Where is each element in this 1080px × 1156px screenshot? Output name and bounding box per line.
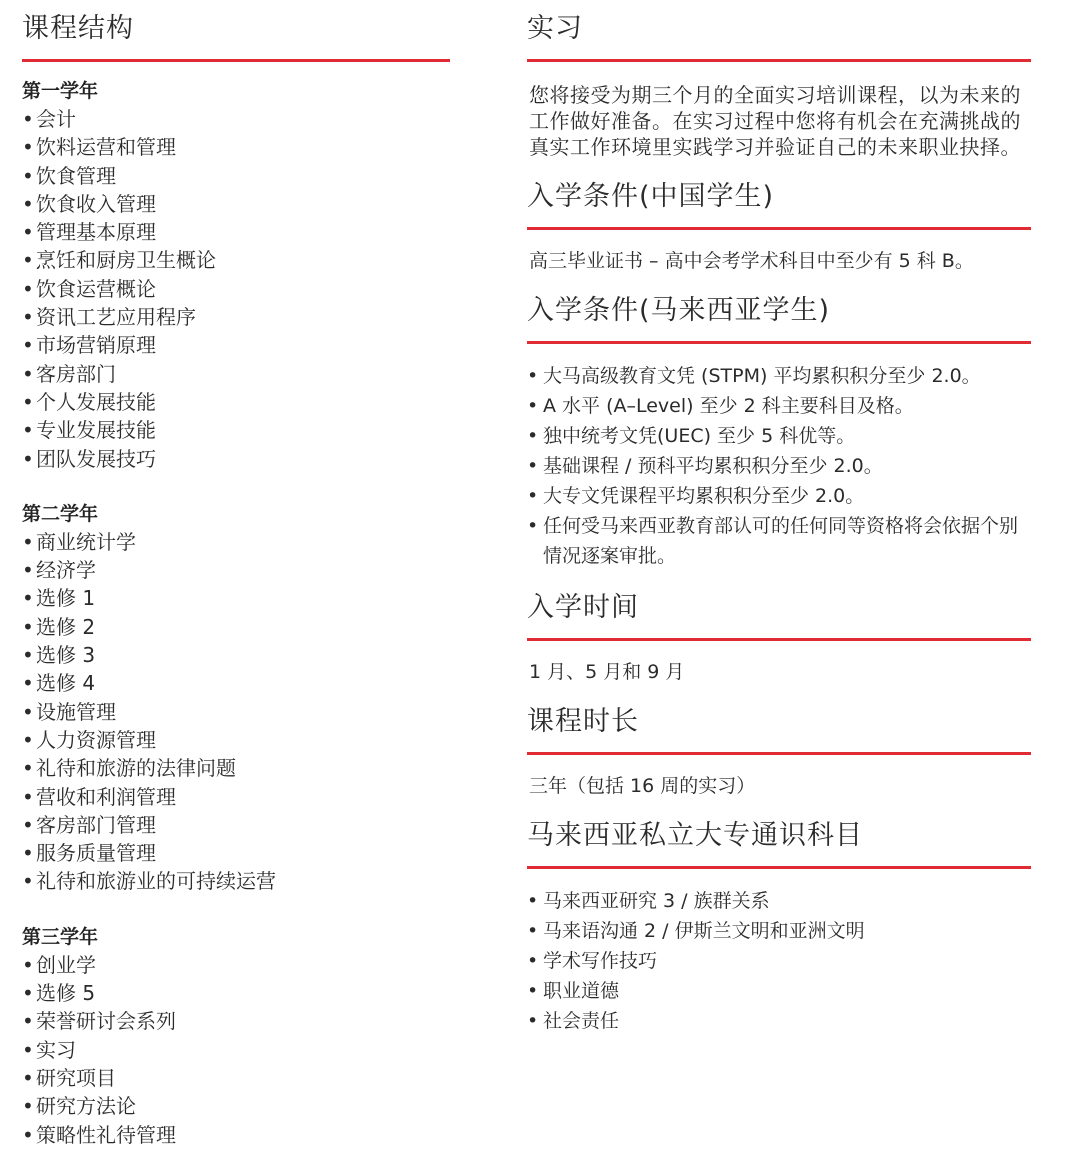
course-item: • 饮料运营和管理 [22,133,452,161]
course-item: • 经济学 [22,556,452,584]
intake-section [527,571,1033,685]
section-divider [527,341,1031,344]
course-item: • 专业发展技能 [22,416,452,444]
course-item: • 市场营销原理 [22,331,452,359]
list-item: • 社会责任 [527,1006,1033,1036]
mpu-section [527,799,1033,1036]
intake-text: 1 月、5 月和 9 月 [529,661,685,683]
list-item: • 任何受马来西亚教育部认可的任何同等资格将会依据个别情况逐案审批。 [527,511,1033,571]
duration-text: 三年（包括 16 周的实习） [529,775,756,797]
course-item: • 饮食管理 [22,162,452,190]
duration-title: 课程时长 [527,706,639,737]
course-structure-title: 课程结构 [22,13,134,44]
year-title: 第一学年 [22,80,99,102]
course-item: • 饮食运营概论 [22,275,452,303]
course-item: • 客房部门 [22,360,452,388]
course-item: • 人力资源管理 [22,726,452,754]
course-item: • 研究项目 [22,1064,452,1092]
course-item: • 饮食收入管理 [22,190,452,218]
course-item: • 实习 [22,1036,452,1064]
entry-china-text: 高三毕业证书 – 高中会考学术科目中至少有 5 科 B。 [529,250,974,272]
course-item: • 商业统计学 [22,528,452,556]
course-item: • 设施管理 [22,698,452,726]
mpu-title: 马来西亚私立大专通识科目 [527,820,863,851]
section-divider [527,866,1031,869]
entry-china-title: 入学条件(中国学生) [527,181,775,212]
course-item: • 选修 5 [22,979,452,1007]
list-item: • 马来语沟通 2 / 伊斯兰文明和亚洲文明 [527,916,1033,946]
year-block [22,500,452,896]
section-divider [527,227,1031,230]
course-item: • 团队发展技巧 [22,445,452,473]
section-divider [527,638,1031,641]
internship-text: 您将接受为期三个月的全面实习培训课程，以为未来的工作做好准备。在实习过程中您将有机会在充满挑战的真实工作环境里实践学习并验证自己的未来职业抉择。 [529,83,1021,159]
course-item: • 烹饪和厨房卫生概论 [22,246,452,274]
entry-china-section [527,160,1033,274]
course-list [22,951,452,1149]
section-divider [527,752,1031,755]
list-item: • 马来西亚研究 3 / 族群关系 [527,886,1033,916]
internship-section [527,0,1033,160]
course-list [22,105,452,473]
course-item: • 创业学 [22,951,452,979]
course-item: • 荣誉研讨会系列 [22,1007,452,1035]
course-item: • 选修 2 [22,613,452,641]
course-item: • 选修 1 [22,584,452,612]
entry-malaysia-list [527,361,1033,571]
section-divider [22,59,450,62]
course-structure-column [22,0,452,1149]
list-item: • 基础课程 / 预科平均累积积分至少 2.0。 [527,451,1033,481]
course-item: • 会计 [22,105,452,133]
entry-malaysia-section [527,274,1033,571]
course-item: • 研究方法论 [22,1092,452,1120]
list-item: • A 水平 (A–Level) 至少 2 科主要科目及格。 [527,391,1033,421]
year-title: 第二学年 [22,502,99,525]
year-title: 第三学年 [22,925,99,948]
course-item: • 礼待和旅游业的可持续运营 [22,867,452,895]
year-block [22,923,452,1149]
course-item: • 服务质量管理 [22,839,452,867]
course-item: • 选修 4 [22,669,452,697]
course-item: • 营收和利润管理 [22,783,452,811]
years-container [22,77,452,1149]
course-item: • 个人发展技能 [22,388,452,416]
duration-section [527,685,1033,799]
info-column [527,0,1033,1036]
course-item: • 资讯工艺应用程序 [22,303,452,331]
intake-title: 入学时间 [527,592,639,623]
course-item: • 客房部门管理 [22,811,452,839]
mpu-list [527,886,1033,1036]
course-list [22,528,452,896]
course-item: • 策略性礼待管理 [22,1121,452,1149]
list-item: • 学术写作技巧 [527,946,1033,976]
list-item: • 职业道德 [527,976,1033,1006]
course-item: • 选修 3 [22,641,452,669]
list-item: • 独中统考文凭(UEC) 至少 5 科优等。 [527,421,1033,451]
entry-malaysia-title: 入学条件(马来西亚学生) [527,295,831,326]
list-item: • 大马高级教育文凭 (STPM) 平均累积积分至少 2.0。 [527,361,1033,391]
year-block [22,77,452,473]
list-item: • 大专文凭课程平均累积积分至少 2.0。 [527,481,1033,511]
section-divider [527,59,1031,62]
course-item: • 礼待和旅游的法律问题 [22,754,452,782]
internship-title: 实习 [527,13,583,44]
course-item: • 管理基本原理 [22,218,452,246]
